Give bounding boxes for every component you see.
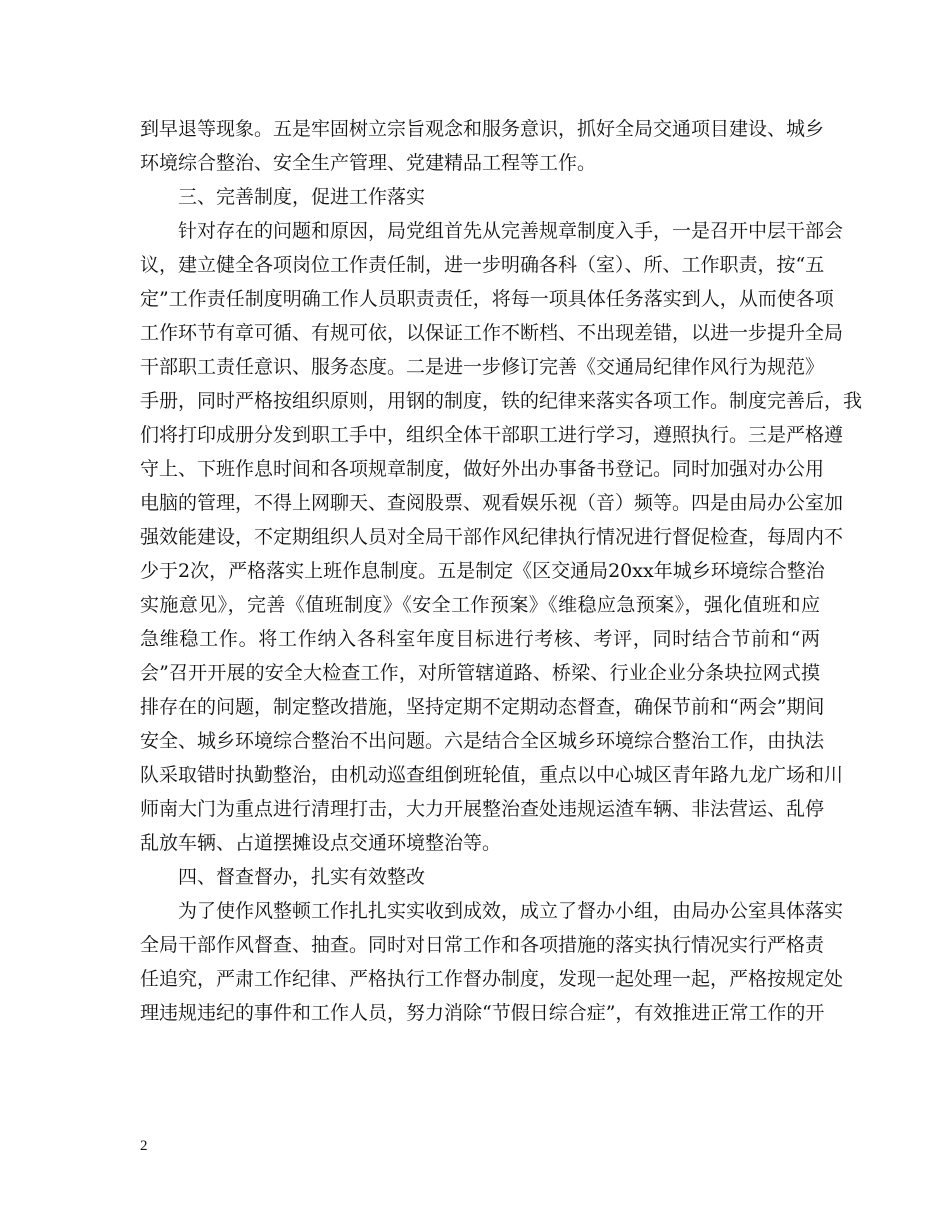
text-line: 守上、下班作息时间和各项规章制度，做好外出办事备书登记。同时加强对办公用 bbox=[140, 458, 825, 480]
text-line: 工作环节有章可循、有规可依，以保证工作不断档、不出现差错，以进一步提升全局 bbox=[140, 322, 844, 344]
text-line: 环境综合整治、安全生产管理、党建精品工程等工作。 bbox=[140, 152, 597, 174]
text-line: 排存在的问题，制定整改措施，坚持定期不定期动态督查，确保节前和“两会”期间 bbox=[140, 696, 825, 718]
text-line: 干部职工责任意识、服务态度。二是进一步修订完善《交通局纪律作风行为规范》 bbox=[140, 356, 825, 378]
text-line: 到早退等现象。五是牢固树立宗旨观念和服务意识，抓好全局交通项目建设、城乡 bbox=[140, 118, 825, 140]
text-line: 实施意见》，完善《值班制度》《安全工作预案》《维稳应急预案》，强化值班和应 bbox=[140, 594, 820, 616]
text-line: 针对存在的问题和原因，局党组首先从完善规章制度入手，一是召开中层干部会 bbox=[178, 220, 844, 242]
text-line: 三、完善制度，促进工作落实 bbox=[178, 186, 426, 208]
text-line: 议，建立健全各项岗位工作责任制，进一步明确各科（室）、所、工作职责，按“五 bbox=[140, 254, 825, 276]
text-line: 定”工作责任制度明确工作人员职责责任，将每一项具体任务落实到人，从而使各项 bbox=[140, 288, 834, 310]
text-line: 乱放车辆、占道摆摊设点交通环境整治等。 bbox=[140, 832, 502, 854]
text-line: 少于2次，严格落实上班作息制度。五是制定《区交通局20xx年城乡环境综合整治 bbox=[140, 560, 825, 582]
text-line: 们将打印成册分发到职工手中，组织全体干部职工进行学习，遵照执行。三是严格遵 bbox=[140, 424, 844, 446]
text-line: 四、督查督办，扎实有效整改 bbox=[178, 866, 426, 888]
body-text bbox=[140, 112, 863, 1030]
text-line: 师南大门为重点进行清理打击，大力开展整治查处违规运渣车辆、非法营运、乱停 bbox=[140, 798, 825, 820]
text-line: 为了使作风整顿工作扎扎实实收到成效，成立了督办小组，由局办公室具体落实 bbox=[178, 900, 844, 922]
text-line: 安全、城乡环境综合整治不出问题。六是结合全区城乡环境综合整治工作，由执法 bbox=[140, 730, 825, 752]
text-line: 电脑的管理，不得上网聊天、查阅股票、观看娱乐视（音）频等。四是由局办公室加 bbox=[140, 492, 844, 514]
text-line: 队采取错时执勤整治，由机动巡查组倒班轮值，重点以中心城区青年路九龙广场和川 bbox=[140, 764, 844, 786]
text-line: 任追究，严肃工作纪律、严格执行工作督办制度，发现一起处理一起，严格按规定处 bbox=[140, 968, 844, 990]
page-number: 2 bbox=[140, 1138, 148, 1154]
text-line: 会”召开开展的安全大检查工作，对所管辖道路、桥梁、行业企业分条块拉网式摸 bbox=[140, 662, 820, 684]
text-line: 急维稳工作。将工作纳入各科室年度目标进行考核、考评，同时结合节前和“两 bbox=[140, 628, 820, 650]
text-line: 全局干部作风督查、抽查。同时对日常工作和各项措施的落实执行情况实行严格责 bbox=[140, 934, 825, 956]
text-line: 手册，同时严格按组织原则，用钢的制度，铁的纪律来落实各项工作。制度完善后，我 bbox=[140, 390, 863, 412]
text-line: 理违规违纪的事件和工作人员，努力消除“节假日综合症”，有效推进正常工作的开 bbox=[140, 1002, 825, 1024]
text-line: 强效能建设，不定期组织人员对全局干部作风纪律执行情况进行督促检查，每周内不 bbox=[140, 526, 844, 548]
